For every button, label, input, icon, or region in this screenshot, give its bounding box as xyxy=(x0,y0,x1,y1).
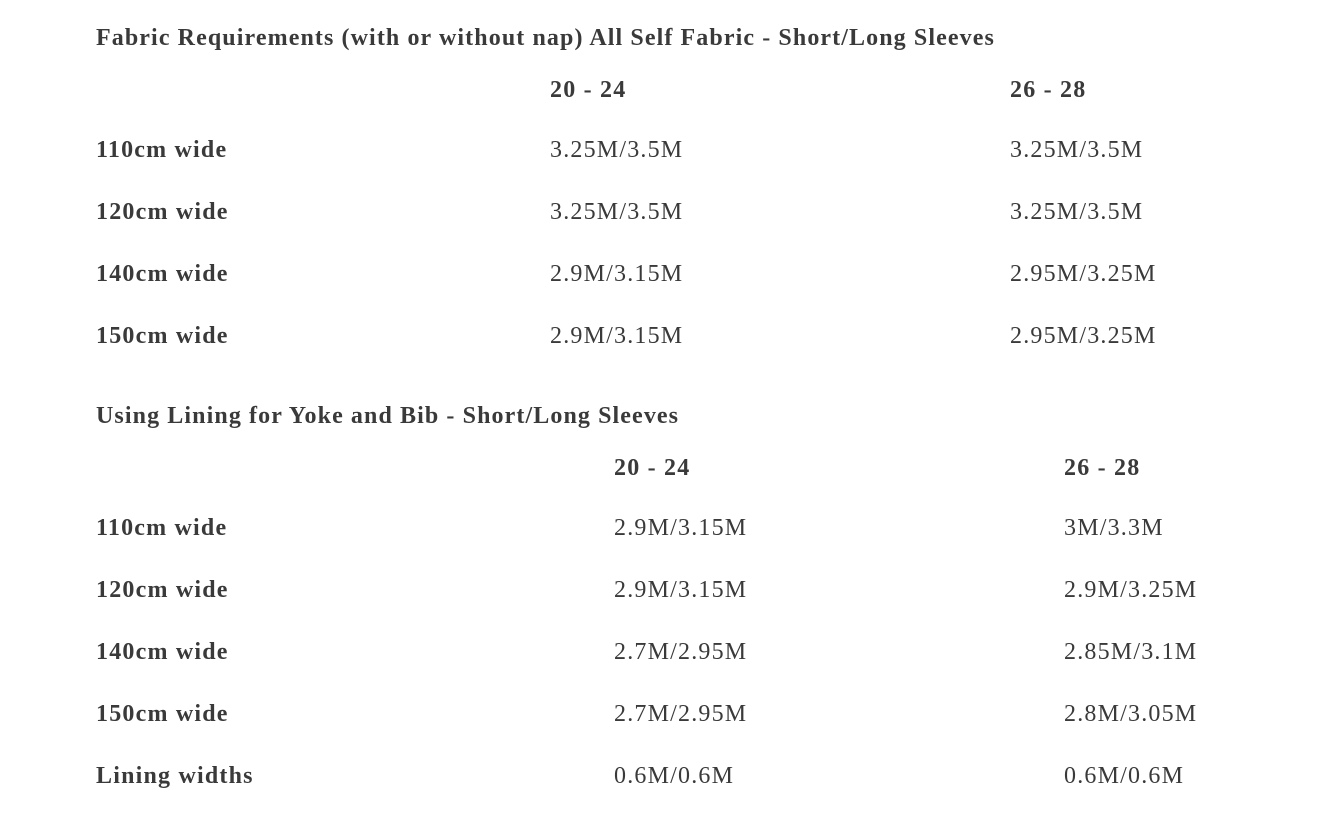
table-row xyxy=(96,138,1296,168)
row-label: 120cm wide xyxy=(96,577,229,603)
row-label: 140cm wide xyxy=(96,261,229,287)
row-value: 2.7M/2.95M xyxy=(614,701,748,727)
table-row xyxy=(96,640,1296,670)
table-row xyxy=(96,578,1296,608)
row-value: 3.25M/3.5M xyxy=(550,199,684,225)
table-header-row xyxy=(96,78,1296,108)
row-value: 3.25M/3.5M xyxy=(550,137,684,163)
row-value: 2.9M/3.15M xyxy=(614,577,748,603)
row-value: 2.9M/3.15M xyxy=(614,515,748,541)
row-value: 2.8M/3.05M xyxy=(1064,701,1198,727)
table-row xyxy=(96,516,1296,546)
row-value: 2.7M/2.95M xyxy=(614,639,748,665)
section-title: Using Lining for Yoke and Bib - Short/Long Sleeves xyxy=(96,403,680,429)
row-value: 2.95M/3.25M xyxy=(1010,261,1157,287)
table-row xyxy=(96,262,1296,292)
row-label: 110cm wide xyxy=(96,137,228,163)
table-header-row xyxy=(96,456,1296,486)
table-row xyxy=(96,702,1296,732)
row-value: 3M/3.3M xyxy=(1064,515,1164,541)
row-value: 2.9M/3.25M xyxy=(1064,577,1198,603)
row-value: 2.9M/3.15M xyxy=(550,261,684,287)
row-value: 0.6M/0.6M xyxy=(1064,763,1185,789)
size-header: 20 - 24 xyxy=(614,455,691,481)
size-header: 26 - 28 xyxy=(1010,77,1087,103)
row-label: Lining widths xyxy=(96,763,254,789)
row-value: 2.9M/3.15M xyxy=(550,323,684,349)
section-title: Fabric Requirements (with or without nap) All Self Fabric - Short/Long Sleeves xyxy=(96,25,995,51)
row-value: 3.25M/3.5M xyxy=(1010,137,1144,163)
row-label: 150cm wide xyxy=(96,701,229,727)
size-header: 20 - 24 xyxy=(550,77,627,103)
table-row xyxy=(96,200,1296,230)
row-label: 140cm wide xyxy=(96,639,229,665)
row-value: 3.25M/3.5M xyxy=(1010,199,1144,225)
row-label: 110cm wide xyxy=(96,515,228,541)
size-header: 26 - 28 xyxy=(1064,455,1141,481)
row-label: 150cm wide xyxy=(96,323,229,349)
row-label: 120cm wide xyxy=(96,199,229,225)
row-value: 2.85M/3.1M xyxy=(1064,639,1198,665)
table-row xyxy=(96,764,1296,794)
table-row xyxy=(96,324,1296,354)
row-value: 2.95M/3.25M xyxy=(1010,323,1157,349)
row-value: 0.6M/0.6M xyxy=(614,763,735,789)
